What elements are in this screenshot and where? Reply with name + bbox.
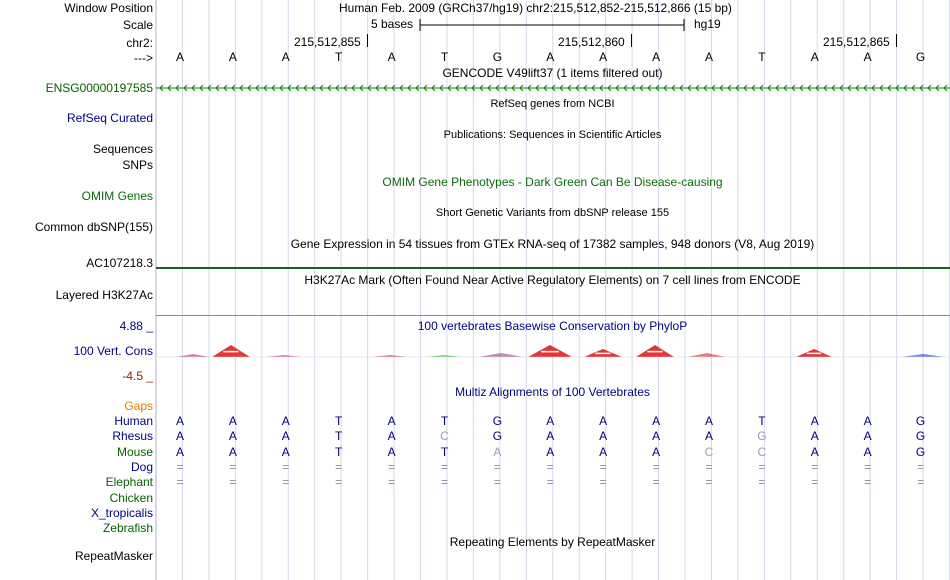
alignment-base: A xyxy=(175,414,184,428)
alignment-base: = xyxy=(335,475,343,490)
scale-label: Scale xyxy=(122,18,153,32)
species-label[interactable]: Rhesus xyxy=(112,429,153,444)
alignment-base: C xyxy=(440,429,449,444)
alignment-base: A xyxy=(387,414,396,428)
conservation-peak xyxy=(371,355,409,357)
alignment-base: A xyxy=(546,444,555,459)
gencode-gene-label[interactable]: ENSG00000197585 xyxy=(45,81,153,95)
assembly-position-title[interactable]: Human Feb. 2009 (GRCh37/hg19) chr2:215,512,852-215,512,866 (15 bp) xyxy=(339,1,732,15)
species-label[interactable]: X_tropicalis xyxy=(90,505,153,520)
alignment-base: = xyxy=(388,475,396,490)
dbsnp-track-label[interactable]: Common dbSNP(155) xyxy=(34,220,153,234)
refseq-track-title[interactable]: RefSeq genes from NCBI xyxy=(490,98,615,110)
alignment-base: = xyxy=(811,475,819,490)
alignment-base: A xyxy=(599,444,608,459)
reference-base: T xyxy=(758,50,766,64)
alignment-base: T xyxy=(440,444,449,459)
reference-base: A xyxy=(228,50,237,64)
alignment-base: T xyxy=(440,414,449,428)
alignment-base: = xyxy=(282,459,290,474)
alignment-base: A xyxy=(175,444,184,459)
alignment-base: G xyxy=(757,429,767,444)
species-label[interactable]: Elephant xyxy=(105,475,153,490)
publications-track-title[interactable]: Publications: Sequences in Scientific Articles xyxy=(443,129,662,141)
gtex-gene-bar[interactable] xyxy=(156,267,950,269)
multiz-track-title[interactable]: Multiz Alignments of 100 Vertebrates xyxy=(455,385,650,399)
conservation-track-label[interactable]: 100 Vert. Cons xyxy=(73,344,153,358)
alignment-base: C xyxy=(704,444,714,459)
reference-base: A xyxy=(281,50,290,64)
reference-base: A xyxy=(652,50,661,64)
coordinate-tick-label: 215,512,855 xyxy=(294,35,361,49)
alignment-base: G xyxy=(915,429,926,444)
reference-base: A xyxy=(599,50,608,64)
alignment-base: = xyxy=(282,475,290,490)
alignment-base: A xyxy=(546,429,555,444)
species-label[interactable]: Mouse xyxy=(116,444,153,459)
alignment-base: = xyxy=(440,475,448,490)
reference-base: A xyxy=(387,50,396,64)
sequences-track-label[interactable]: Sequences xyxy=(92,142,153,156)
alignment-base: = xyxy=(917,475,925,490)
alignment-base: T xyxy=(758,414,766,428)
alignment-base: A xyxy=(652,414,661,428)
coordinate-tick xyxy=(896,34,897,47)
conservation-min-value: -4.5 _ xyxy=(122,369,153,383)
alignment-base: A xyxy=(704,414,713,428)
reference-base: T xyxy=(440,50,449,64)
alignment-base: = xyxy=(335,459,343,474)
repeatmasker-track-title[interactable]: Repeating Elements by RepeatMasker xyxy=(449,535,656,549)
alignment-base: = xyxy=(229,475,237,490)
database-name: hg19 xyxy=(694,17,721,31)
alignment-base: A xyxy=(810,429,819,444)
conservation-peak xyxy=(176,354,210,357)
species-label[interactable]: Chicken xyxy=(109,490,153,505)
alignment-base: A xyxy=(704,429,713,444)
alignment-base: G xyxy=(915,444,926,459)
alignment-base: T xyxy=(335,414,343,428)
alignment-base: T xyxy=(335,429,343,444)
alignment-base: A xyxy=(810,414,819,428)
omim-track-title[interactable]: OMIM Gene Phenotypes - Dark Green Can Be Disease-causing xyxy=(382,175,723,189)
alignment-base: = xyxy=(440,459,448,474)
reference-base: G xyxy=(492,50,503,64)
alignment-base: = xyxy=(652,459,660,474)
gaps-track-label[interactable]: Gaps xyxy=(124,399,153,413)
species-label[interactable]: Dog xyxy=(130,459,153,474)
conservation-peak xyxy=(426,355,462,357)
alignment-base: = xyxy=(599,459,607,474)
species-label[interactable]: Human xyxy=(114,414,153,428)
alignment-base: A xyxy=(810,444,819,459)
alignment-base: = xyxy=(758,459,766,474)
chromosome-label: chr2: xyxy=(126,36,153,50)
gencode-track-title[interactable]: GENCODE V49lift37 (1 items filtered out) xyxy=(442,66,663,80)
gtex-track-title[interactable]: Gene Expression in 54 tissues from GTEx RNA-seq of 17382 samples, 948 donors (V8, Aug 2019) xyxy=(290,237,815,251)
alignment-base: = xyxy=(705,459,713,474)
alignment-base: = xyxy=(546,459,554,474)
alignment-base: A xyxy=(387,444,396,459)
alignment-base: C xyxy=(757,444,767,459)
alignment-base: A xyxy=(863,429,872,444)
conservation-track-title[interactable]: 100 vertebrates Basewise Conservation by PhyloP xyxy=(417,319,688,333)
alignment-base: = xyxy=(864,475,872,490)
reference-base: A xyxy=(175,50,184,64)
h3k27ac-track-label[interactable]: Layered H3K27Ac xyxy=(55,288,153,302)
coordinate-tick-label: 215,512,865 xyxy=(823,35,890,49)
alignment-base: = xyxy=(493,475,501,490)
refseq-track-label[interactable]: RefSeq Curated xyxy=(66,111,153,125)
reference-base: G xyxy=(915,50,926,64)
reference-base: A xyxy=(704,50,713,64)
alignment-base: = xyxy=(917,459,925,474)
alignment-base: = xyxy=(388,459,396,474)
alignment-base: A xyxy=(546,414,555,428)
conservation-peak xyxy=(478,353,524,357)
alignment-base: A xyxy=(281,444,290,459)
window-position-label: Window Position xyxy=(64,1,153,15)
alignment-base: G xyxy=(492,414,503,428)
alignment-base: = xyxy=(229,459,237,474)
alignment-base: A xyxy=(387,429,396,444)
omim-track-label[interactable]: OMIM Genes xyxy=(81,189,153,203)
alignment-base: A xyxy=(863,414,872,428)
alignment-base: A xyxy=(228,414,237,428)
alignment-base: A xyxy=(493,444,502,459)
repeatmasker-track-label[interactable]: RepeatMasker xyxy=(74,549,153,563)
alignment-base: A xyxy=(863,444,872,459)
reference-base: T xyxy=(335,50,343,64)
alignment-base: T xyxy=(335,444,343,459)
reference-base: A xyxy=(810,50,819,64)
alignment-base: = xyxy=(176,459,184,474)
alignment-base: = xyxy=(493,459,501,474)
coordinate-tick xyxy=(367,34,368,47)
alignment-base: A xyxy=(652,444,661,459)
alignment-base: A xyxy=(652,429,661,444)
alignment-base: A xyxy=(599,414,608,428)
alignment-base: A xyxy=(599,429,608,444)
gtex-gene-label[interactable]: AC107218.3 xyxy=(86,256,153,270)
alignment-base: = xyxy=(546,475,554,490)
alignment-base: = xyxy=(811,459,819,474)
reference-base: A xyxy=(863,50,872,64)
alignment-base: = xyxy=(864,459,872,474)
alignment-base: = xyxy=(652,475,660,490)
strand-label[interactable]: ---> xyxy=(134,51,153,65)
conservation-peak xyxy=(901,354,945,357)
conservation-wiggle-plot[interactable] xyxy=(156,340,950,360)
alignment-base: G xyxy=(915,414,926,428)
h3k27ac-track-title[interactable]: H3K27Ac Mark (Often Found Near Active Regulatory Elements) on 7 cell lines from ENCODE xyxy=(304,273,801,287)
h3k27ac-baseline xyxy=(156,315,950,316)
scale-bar xyxy=(418,18,688,32)
conservation-max-value: 4.88 _ xyxy=(119,319,153,333)
snps-track-label[interactable]: SNPs xyxy=(122,158,153,172)
coordinate-tick xyxy=(631,34,632,47)
coordinate-tick-label: 215,512,860 xyxy=(558,35,625,49)
dbsnp-track-title[interactable]: Short Genetic Variants from dbSNP release 155 xyxy=(435,207,670,219)
alignment-base: A xyxy=(228,444,237,459)
alignment-base: A xyxy=(175,429,184,444)
alignment-base: A xyxy=(281,429,290,444)
conservation-peak xyxy=(688,353,726,357)
alignment-base: A xyxy=(228,429,237,444)
alignment-base: G xyxy=(492,429,503,444)
alignment-base: A xyxy=(281,414,290,428)
alignment-base: = xyxy=(758,475,766,490)
gencode-gene-feature[interactable] xyxy=(156,81,950,95)
alignment-base: = xyxy=(705,475,713,490)
scale-text: 5 bases xyxy=(371,17,414,31)
alignment-base: = xyxy=(599,475,607,490)
reference-base: A xyxy=(546,50,555,64)
alignment-base: = xyxy=(176,475,184,490)
species-label[interactable]: Zebrafish xyxy=(102,521,153,536)
conservation-peak xyxy=(266,355,302,357)
